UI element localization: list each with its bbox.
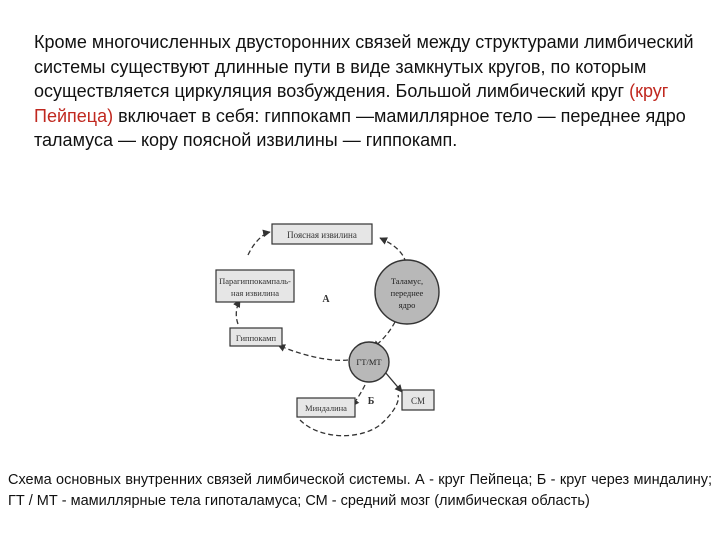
papez-circuit-highlight: (круг Пейпеца) [34,81,669,126]
intro-text-start: Кроме многочисленных двусторонних связей между структурами лимбический системы существуют длинные пути в виде замкнутых кругов, по которым осуществляется циркуляция возбуждения. Большой лимбический круг [34,32,694,101]
thalamus-label-1: Таламус, [390,276,424,286]
gt-mt-label: ГТ/МТ [356,357,382,367]
circuit-a-arc-left [236,300,240,324]
parahippocampal-label-2: ная извилина [231,288,279,298]
circuit-a-arc-right-top [380,238,405,260]
figure-caption: Схема основных внутренних связей лимбической системы. А - круг Пейпеца; Б - круг через миндалину; ГТ / МТ - мамиллярные тела гипоталамуса; СМ - средний мозг (лимбическая область) [8,472,712,509]
thalamus-label-3: ядро [398,300,416,310]
parahippocampal-label-1: Парагиппокампаль- [219,276,291,286]
amygdala-label: Миндалина [305,403,347,413]
circuit-b-to-cm [385,372,402,392]
cm-label: СМ [410,396,426,406]
loop-b-label: Б [367,396,375,407]
hippocampus-label: Гиппокамп [235,333,277,343]
circuit-a-arc-top [248,232,270,255]
circuit-a-arc-bottom [278,345,348,360]
cingulate-label: Поясная извилина [287,230,357,240]
loop-a-label: А [322,294,330,305]
intro-text-end: включает в себя: гиппокамп —мамиллярное тело — переднее ядро таламуса — кору поясной извилины — гиппокамп. [34,105,686,150]
thalamus-label-2: переднее [390,288,424,298]
